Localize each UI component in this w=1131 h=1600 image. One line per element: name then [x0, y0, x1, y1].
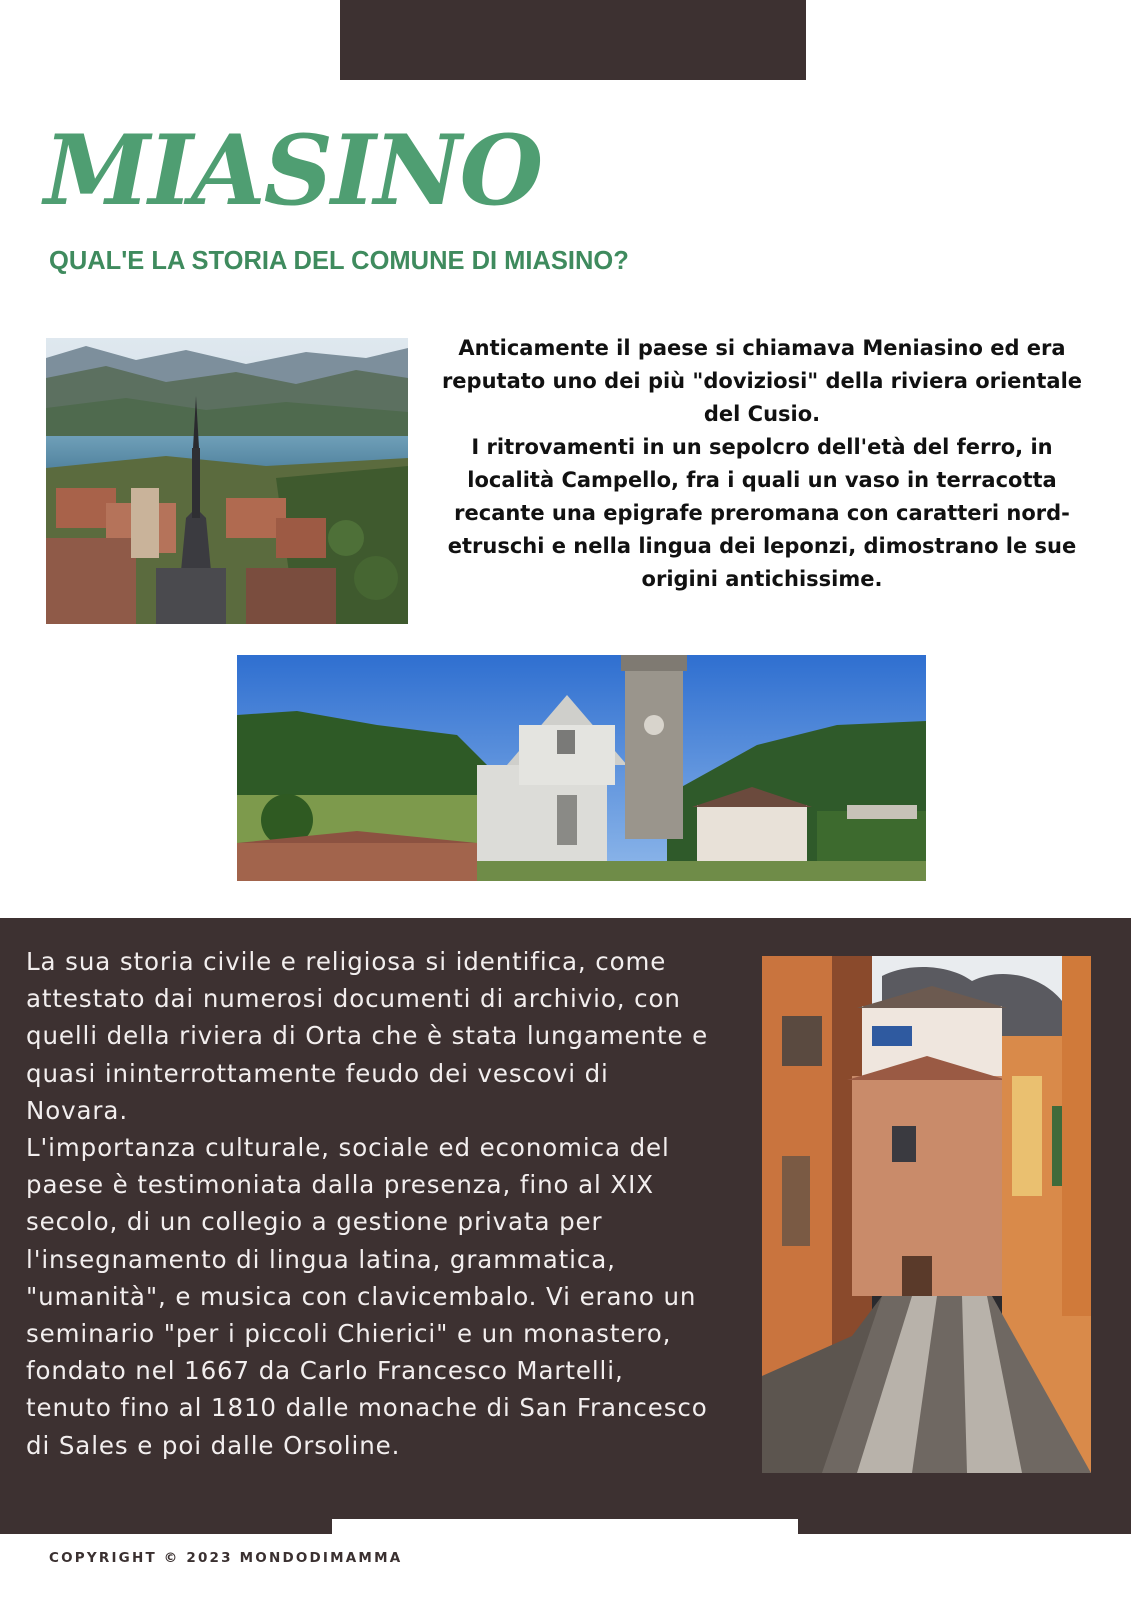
intro-paragraph: I ritrovamenti in un sepolcro dell'età del ferro, in località Campello, fra i quali un vaso in terracotta recante una epigrafe preromana con caratteri nord-etruschi e nella lingua dei leponzi, dimostrano le sue origini antichissime.	[447, 435, 1077, 591]
top-decorative-bar	[340, 0, 806, 80]
history-paragraph: L'importanza culturale, sociale ed economica del paese è testimoniata dalla presenza, fino al XIX secolo, di un collegio a gestione privata per l'insegnamento di lingua latina, grammatica, "umanità", e musica con clavicembalo. Vi erano un seminario "per i piccoli Chierici" e un monastero, fondato nel 1667 da Carlo Francesco Martelli, tenuto fino al 1810 dalle monache di San Francesco di Sales e poi dalle Orsoline.	[26, 1133, 708, 1460]
intro-text	[432, 332, 1092, 596]
page-title: MIASINO	[44, 114, 542, 227]
intro-paragraph: Anticamente il paese si chiamava Meniasino ed era reputato uno dei più "doviziosi" della riviera orientale del Cusio.	[441, 336, 1083, 426]
history-paragraph: La sua storia civile e religiosa si identifica, come attestato dai numerosi documenti di archivio, con quelli della riviera di Orta che è stata lungamente e quasi ininterrottamente feudo dei vescovi di Novara.	[26, 947, 709, 1125]
history-text	[26, 943, 716, 1464]
lake-village-photo	[46, 338, 408, 624]
copyright-notice: COPYRIGHT © 2023 MONDODIMAMMA	[49, 1550, 403, 1566]
cobbled-street-photo	[762, 956, 1091, 1473]
church-photo	[237, 655, 926, 881]
page-subtitle: QUAL'E LA STORIA DEL COMUNE DI MIASINO?	[49, 247, 629, 275]
bottom-white-tab	[332, 1519, 798, 1534]
